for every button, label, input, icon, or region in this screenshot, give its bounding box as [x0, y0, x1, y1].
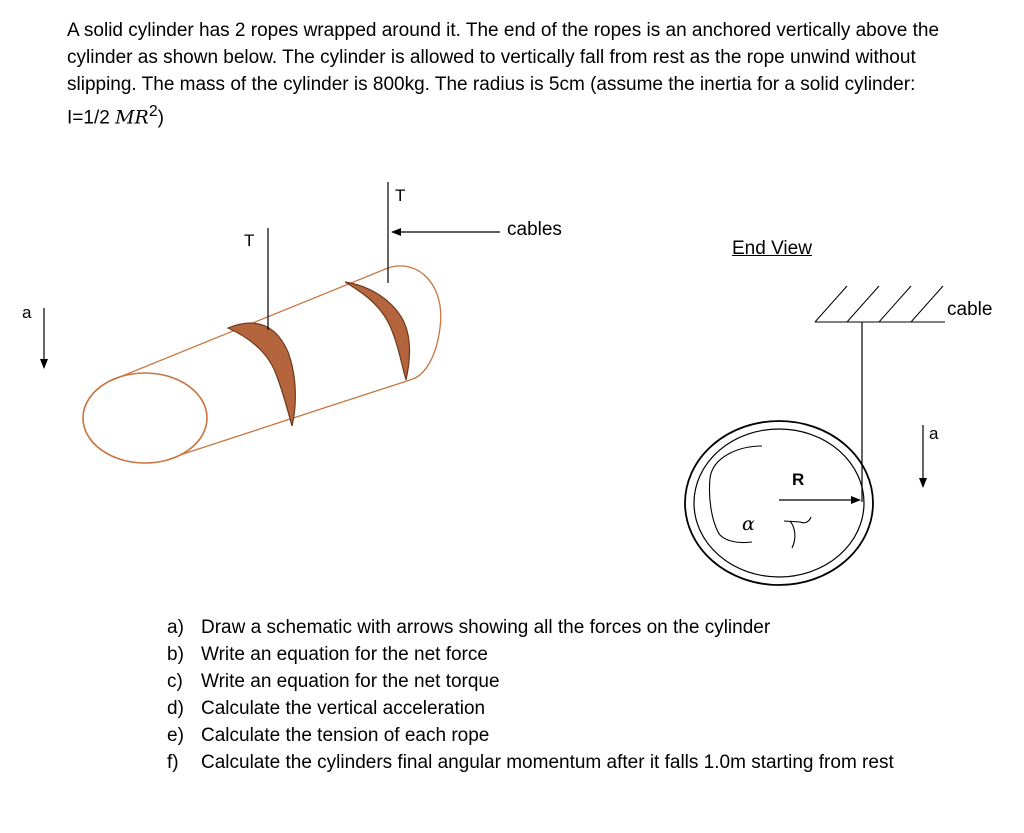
ceiling-hatch-3 — [879, 286, 911, 322]
question-list — [167, 614, 937, 776]
acceleration-label-right: a — [929, 424, 939, 443]
ceiling-hatch-4 — [911, 286, 943, 322]
cable-label: cable — [947, 299, 993, 320]
side-view-cylinder — [83, 266, 441, 463]
question-text: Calculate the cylinders final angular momentum after it falls 1.0m starting from rest — [201, 752, 894, 773]
ceiling-hatch-2 — [847, 286, 879, 322]
ceiling-hatch-1 — [815, 286, 847, 322]
question-text: Draw a schematic with arrows showing all the forces on the cylinder — [201, 617, 771, 638]
question-item — [167, 722, 937, 749]
question-key: b) — [167, 644, 184, 665]
question-key: e) — [167, 725, 184, 746]
problem-text-main: A solid cylinder has 2 ropes wrapped around it. The end of the ropes is an anchored vertically above the cylinder as shown below. The cylinder is allowed to vertically fall from rest as the rope unwind without slipping. The mass of the cylinder is 800kg. The radius is 5cm (assume the inertia for a solid cylinder: I=1/2 — [67, 20, 940, 129]
rope-band-right — [345, 282, 410, 380]
question-key: d) — [167, 698, 184, 719]
problem-text-close: ) — [157, 107, 164, 129]
question-item — [167, 641, 937, 668]
angular-acceleration-arrowhead — [784, 517, 811, 548]
cylinder-bottom-edge — [180, 379, 413, 455]
question-item — [167, 749, 937, 776]
rope-band-left — [228, 323, 295, 426]
question-key: f) — [167, 752, 179, 773]
inertia-formula-exponent: 2 — [148, 103, 158, 120]
inertia-formula-symbol: MR — [115, 106, 149, 129]
question-item — [167, 668, 937, 695]
radius-label: R — [792, 470, 805, 489]
question-item — [167, 695, 937, 722]
cylinder-front-face — [83, 373, 207, 463]
tension-label-right: T — [395, 186, 406, 205]
angular-acceleration-label: α — [742, 513, 755, 535]
question-key: c) — [167, 671, 183, 692]
end-view-outer-circle — [685, 421, 873, 585]
end-view — [685, 286, 945, 585]
question-text: Calculate the tension of each rope — [201, 725, 490, 746]
end-view-title: End View — [732, 238, 812, 259]
end-view-inner-circle — [694, 429, 864, 577]
question-item — [167, 614, 937, 641]
question-text: Calculate the vertical acceleration — [201, 698, 486, 719]
cables-label: cables — [507, 219, 562, 240]
question-key: a) — [167, 617, 184, 638]
question-text: Write an equation for the net force — [201, 644, 488, 665]
tension-label-left: T — [244, 231, 255, 250]
question-text: Write an equation for the net torque — [201, 671, 500, 692]
acceleration-label-left: a — [22, 303, 32, 322]
